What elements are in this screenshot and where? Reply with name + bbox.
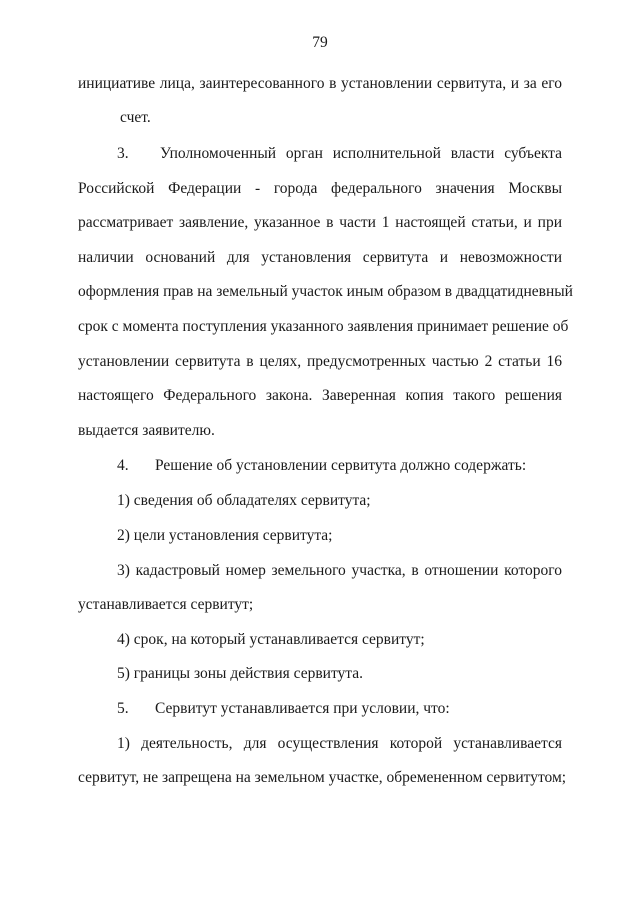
text-line: настоящего Федерального закона. Заверенная копия такого решения [78, 387, 562, 404]
text-line: рассматривает заявление, указанное в части 1 настоящей статьи, и при [78, 214, 562, 231]
list-item: 1) деятельность, для осуществления которой устанавливается [117, 735, 562, 752]
list-item: 4) срок, на который устанавливается сервитут; [117, 631, 425, 648]
text-line: оформления прав на земельный участок иным образом в двадцатидневный [78, 283, 573, 300]
paragraph-number: 3. [117, 145, 129, 162]
text-line: сервитут, не запрещена на земельном участке, обремененном сервитутом; [78, 769, 567, 786]
text-line: счет. [120, 109, 151, 126]
text-line: инициативе лица, заинтересованного в установлении сервитута, и за его [78, 75, 562, 92]
text-line: наличии оснований для установления сервитута и невозможности [78, 249, 562, 266]
list-item: 2) цели установления сервитута; [117, 527, 333, 544]
text-line: Решение об установлении сервитута должно содержать: [155, 457, 527, 474]
text-line: Уполномоченный орган исполнительной власти субъекта [160, 145, 562, 162]
list-item: 5) границы зоны действия сервитута. [117, 665, 363, 682]
text-line: выдается заявителю. [78, 422, 215, 439]
text-line: срок с момента поступления указанного заявления принимает решение об [78, 318, 569, 335]
text-line: Сервитут устанавливается при условии, что: [155, 700, 450, 717]
paragraph-number: 4. [117, 457, 129, 474]
text-line: устанавливается сервитут; [78, 596, 254, 613]
text-line: установлении сервитута в целях, предусмотренных частью 2 статьи 16 [78, 353, 562, 370]
text-line: Российской Федерации - города федерального значения Москвы [78, 180, 562, 197]
page-number: 79 [312, 34, 328, 51]
list-item: 3) кадастровый номер земельного участка, в отношении которого [117, 562, 562, 579]
list-item: 1) сведения об обладателях сервитута; [117, 492, 371, 509]
paragraph-number: 5. [117, 700, 129, 717]
